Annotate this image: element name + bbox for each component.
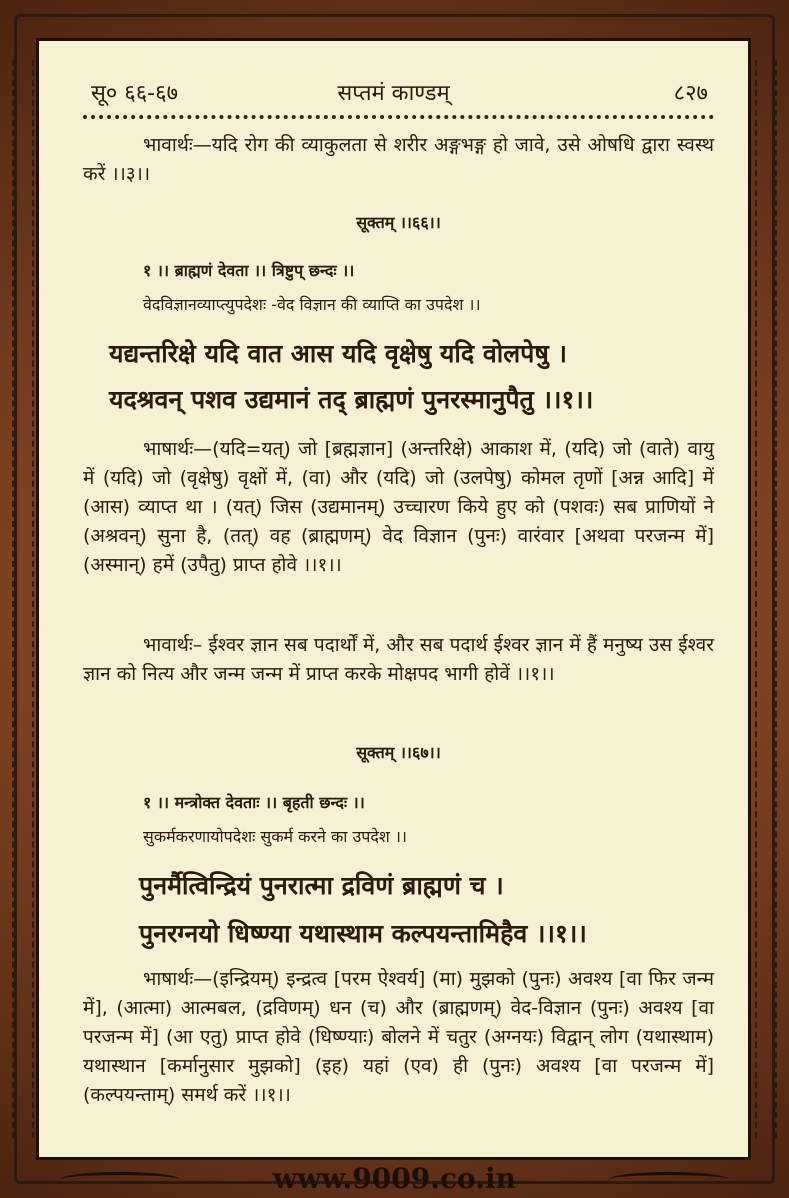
website-footer: www.9009.co.in bbox=[273, 1162, 516, 1195]
sukta-66-mantra-line-2: यदश्रवन् पशव उद्यमानं तद् ब्राह्मणं पुनरस्मानुपैतु ।।१।। bbox=[109, 385, 594, 414]
sukta-67-mantra-line-2: पुनरग्नयो धिष्ण्या यथास्थाम कल्पयन्तामिहैव ।।१।। bbox=[139, 919, 587, 948]
sukta-67-topic: सुकर्मकरणायोपदेशः सुकर्म करने का उपदेश ।। bbox=[143, 827, 407, 846]
sukta-67-title: सूक्तम् ।।६७।। bbox=[356, 743, 441, 762]
sukta-66-title: सूक्तम् ।।६६।। bbox=[356, 213, 441, 232]
sukta-66-bhashartha: भाषार्थः—(यदि=यत्) जो [ब्रह्मज्ञान] (अन्तरिक्षे) आकाश में, (यदि) जो (वाते) वायु में (यदि) जो (वृक्षेषु) वृक्षों में, (वा) और (यदि) जो (उलपेषु) कोमल तृणों [अन्न आदि] में (आस) व्याप्त था । (यत्) जिस (उद्यमानम्) उच्चारण किये हुए को (पशवः) सब प्राणियों ने (अश्रवन्) सुना है, (तत्) वह (ब्राह्मणम्) वेद विज्ञान (पुनः) वारंवार [अथवा परजन्म में] (अस्मान्) हमें (उपैतु) प्राप्त होवे ।।१।। bbox=[83, 438, 714, 576]
right-border-ornament bbox=[755, 60, 777, 1138]
sukta-67-deity-line: १ ।। मन्त्रोक्त देवताः ।। बृहती छन्दः ।। bbox=[143, 793, 365, 812]
sukta-67-bhashartha: भाषार्थः—(इन्द्रियम्) इन्द्रत्व [परम ऐश्वर्य] (मा) मुझको (पुनः) अवश्य [वा फिर जन्म में], (आत्मा) आत्मबल, (द्रविणम्) धन (च) और (ब्राह्मणम्) वेद-विज्ञान (पुनः) अवश्य [वा परजन्म में] (आ एतु) प्राप्त होवे (धिष्ण्याः) बोलने में चतुर (अग्नयः) विद्वान् लोग (यथास्थाम) यथास्थान [कर्मानुसार मुझको] (इह) यहां (एव) ही (पुनः) अवश्य [वा परजन्म में] (कल्पयन्ताम्) समर्थ करें ।।१।। bbox=[83, 968, 714, 1106]
sukta-66-mantra-line-1: यद्यन्तरिक्षे यदि वात आस यदि वृक्षेषु यदि वोलपेषु । bbox=[109, 339, 568, 368]
sukta-67-mantra-line-1: पुनर्मैत्विन्द्रियं पुनरात्मा द्रविणं ब्राह्मणं च । bbox=[139, 871, 504, 900]
kanda-title: सप्तमं काण्डम् bbox=[337, 81, 450, 106]
left-border-ornament bbox=[12, 60, 34, 1138]
header-divider bbox=[83, 115, 714, 125]
sukta-66-bhavartha: भावार्थः– ईश्वर ज्ञान सब पदार्थों में, और सब पदार्थ ईश्वर ज्ञान में हैं मनुष्य उस ईश्वर ज्ञान को नित्य और जन्म जन्म में प्राप्त करके मोक्षपद भागी होवें ।।१।। bbox=[83, 634, 714, 685]
sukta-66-deity-line: १ ।। ब्राह्मणं देवता ।। त्रिष्टुप् छन्दः ।। bbox=[143, 261, 355, 280]
page-number: ८२७ bbox=[673, 81, 708, 106]
sutra-range: सू० ६६-६७ bbox=[91, 81, 179, 106]
page-header bbox=[39, 69, 748, 109]
sukta-66-topic: वेदविज्ञानव्याप्त्युपदेशः -वेद विज्ञान की व्याप्ति का उपदेश ।। bbox=[143, 295, 481, 314]
bhavartha-previous: भावार्थः—यदि रोग की व्याकुलता से शरीर अङ्गभङ्ग हो जावे, उसे ओषधि द्वारा स्वस्थ करें ।।३।। bbox=[83, 134, 714, 185]
scripture-page bbox=[36, 38, 751, 1160]
